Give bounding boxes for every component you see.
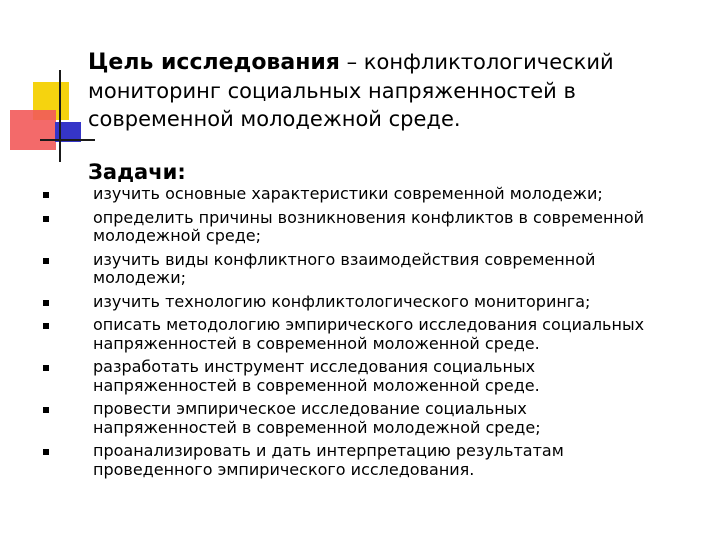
title-regular-part: – конфликтологический мониторинг социальных напряженностей в современной молодежной среде.: [88, 50, 614, 131]
task-text: разработать инструмент исследования социальных напряженностей в современной моложенной среде.: [93, 357, 540, 395]
bullet-icon: [43, 365, 49, 371]
bullet-icon: [43, 192, 49, 198]
bullet-icon: [43, 258, 49, 264]
task-text: провести эмпирическое исследование социальных напряженностей в современной молодежной среде;: [93, 399, 541, 437]
horizontal-line: [40, 139, 95, 141]
task-text: описать методологию эмпирического исследования социальных напряженностей в современной моложенной среде.: [93, 315, 645, 353]
task-item: [0, 316, 653, 353]
task-item: [0, 251, 653, 288]
task-text: проанализировать и дать интерпретацию результатам проведенного эмпирического исследования.: [93, 441, 564, 479]
bullet-icon: [43, 407, 49, 413]
task-item: [0, 185, 653, 204]
bullet-icon: [43, 323, 49, 329]
task-item: [0, 442, 653, 479]
task-item: [0, 209, 653, 246]
task-item: [0, 400, 653, 437]
bullet-icon: [43, 216, 49, 222]
red-square: [10, 110, 56, 150]
slide-title: [88, 48, 698, 133]
task-item: [0, 358, 653, 395]
task-list: [0, 185, 720, 484]
task-text: определить причины возникновения конфликтов в современной молодежной среде;: [93, 207, 645, 245]
title-bold-part: Цель исследования: [88, 50, 340, 75]
task-text: изучить виды конфликтного взаимодействия современной молодежи;: [93, 249, 596, 287]
task-item: [0, 293, 653, 312]
bullet-icon: [43, 449, 49, 455]
vertical-line: [59, 70, 61, 162]
tasks-heading: Задачи:: [88, 160, 186, 184]
task-text: изучить технологию конфликтологического мониторинга;: [93, 291, 591, 311]
bullet-icon: [43, 300, 49, 306]
task-text: изучить основные характеристики современной молодежи;: [93, 184, 603, 203]
decorative-squares-ornament: [0, 0, 100, 170]
